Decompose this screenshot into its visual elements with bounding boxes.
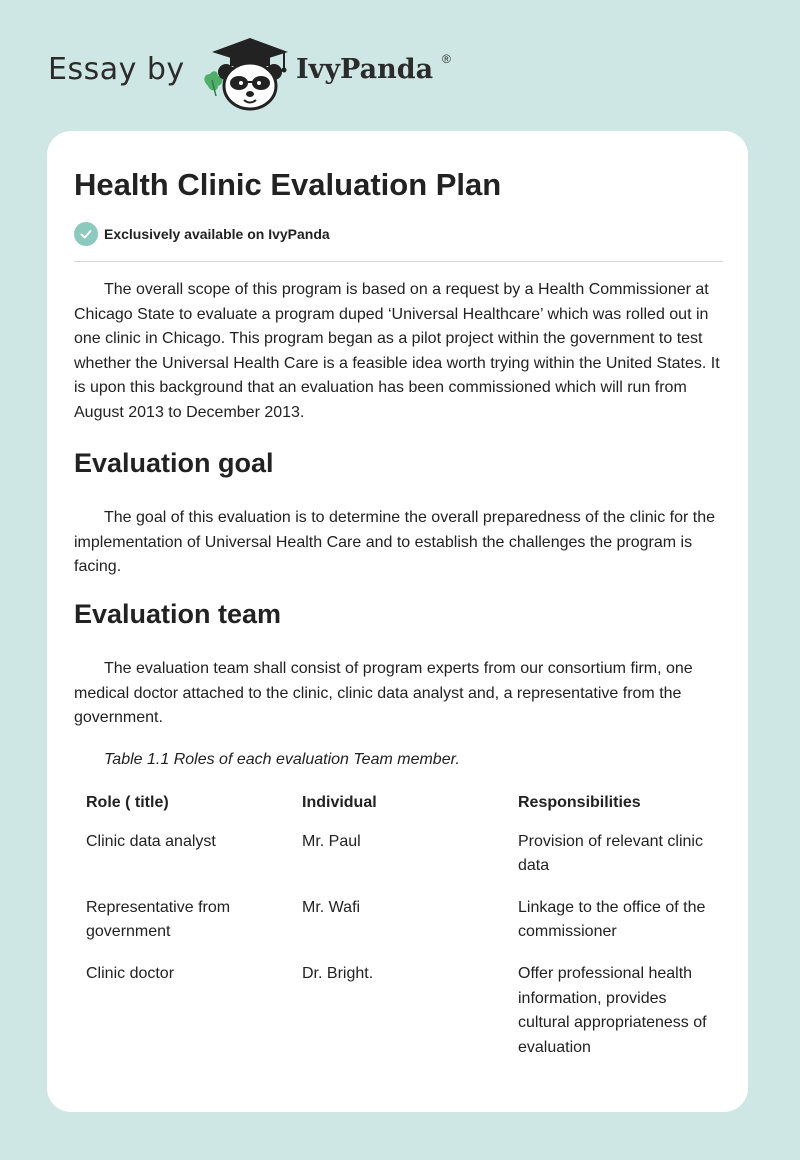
table-cell-individual: Dr. Bright. — [302, 964, 374, 982]
section-heading-goal: Evaluation goal — [74, 448, 274, 478]
table-cell-role: Representative from government — [86, 898, 231, 941]
section-heading-team: Evaluation team — [74, 599, 282, 629]
article-card — [47, 131, 748, 1112]
table-cell-individual: Mr. Paul — [302, 832, 361, 850]
table-header-row — [74, 785, 725, 830]
table-cell-responsibilities: Linkage to the office of the commissioner — [518, 898, 706, 941]
table-cell-responsibilities: Provision of relevant clinic data — [518, 832, 703, 875]
table-row — [74, 830, 725, 896]
intro-paragraph: The overall scope of this program is based on a request by a Health Commissioner at Chicago State to evaluate a program duped ‘Universal Healthcare’ which was rolled out in one clinic in Chicago. This program began as a pilot project within the government to test whether the Universal Health Care is a feasible idea worth trying within the United States. It is upon this background that an evaluation has been commissioned which will run from August 2013 to December 2013. — [74, 281, 720, 421]
check-circle-icon — [74, 222, 98, 246]
column-header-individual: Individual — [302, 794, 377, 811]
panda-logo-icon — [200, 34, 292, 112]
table-cell-role: Clinic data analyst — [86, 832, 216, 850]
brand-header[interactable] — [48, 34, 548, 114]
badge-text: Exclusively available on IvyPanda — [104, 226, 330, 242]
brand-prefix: Essay by — [48, 52, 185, 87]
column-header-responsibilities: Responsibilities — [518, 794, 641, 811]
registered-mark: ® — [442, 52, 451, 66]
table-cell-role: Clinic doctor — [86, 964, 175, 982]
exclusive-badge — [74, 221, 330, 247]
table-cell-individual: Mr. Wafi — [302, 898, 361, 916]
goal-paragraph: The goal of this evaluation is to determine the overall preparedness of the clinic for the implementation of Universal Health Care and to establish the challenges the program is facing. — [74, 509, 716, 576]
table-row — [74, 962, 725, 1077]
table-caption: Table 1.1 Roles of each evaluation Team member. — [104, 751, 460, 768]
divider — [74, 261, 723, 262]
brand-name: IvyPanda — [296, 54, 434, 85]
column-header-role: Role ( title) — [86, 794, 169, 811]
table-row — [74, 896, 725, 962]
team-paragraph: The evaluation team shall consist of program experts from our consortium firm, one medical doctor attached to the clinic, clinic data analyst and, a representative from the government. — [74, 660, 693, 727]
page-title: Health Clinic Evaluation Plan — [74, 167, 502, 202]
table-cell-responsibilities: Offer professional health information, provides cultural appropriateness of evaluation — [518, 964, 707, 1056]
roles-table — [74, 785, 725, 1077]
